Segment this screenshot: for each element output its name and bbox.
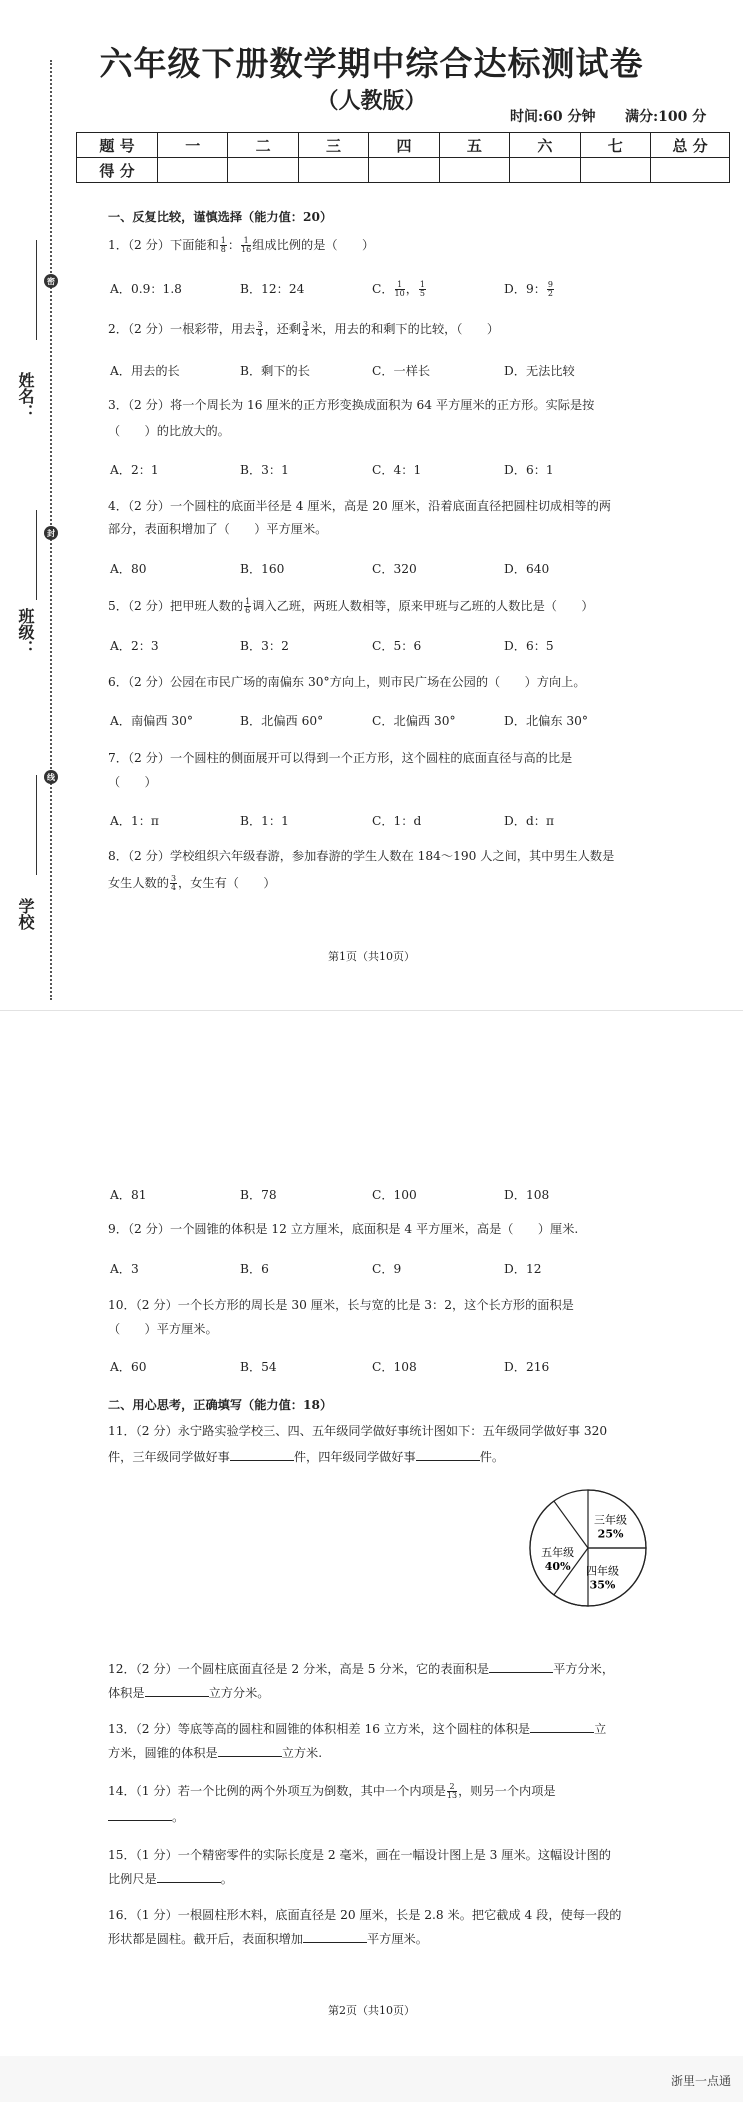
question-2-stem: 2．（2 分）一根彩带，用去 $\frac{3}{4}$ ，还剩 $\frac{3}{4}$ 米，用去的和剩下的比较，（ ） xyxy=(108,320,500,338)
answer-blank[interactable] xyxy=(108,1808,172,1821)
option-c[interactable]: C．5：6 xyxy=(372,639,422,653)
option-c[interactable]: C．一样长 xyxy=(372,364,431,378)
question-8-line2: 女生人数的 $\frac{3}{4}$ ，女生有（ ） xyxy=(108,874,276,892)
score-input-cell[interactable] xyxy=(580,158,650,183)
option-b[interactable]: B．1：1 xyxy=(240,814,289,828)
section-1-title: 一、反复比较，谨慎选择（能力值：20） xyxy=(108,210,333,224)
question-12-line1: 12．（2 分）一个圆柱底面直径是 2 分米，高是 5 分米，它的表面积是 平方分米， xyxy=(108,1662,615,1676)
page-2 xyxy=(0,1012,743,2102)
option-c[interactable]: C．1：d xyxy=(372,814,422,828)
class-label: 班级： xyxy=(16,608,35,656)
score-input-cell[interactable] xyxy=(439,158,509,183)
pie-percent-label: 40% xyxy=(544,1559,571,1573)
option-d[interactable]: D．640 xyxy=(504,562,550,576)
option-c[interactable]: C．108 xyxy=(372,1360,417,1374)
option-b[interactable]: B．12：24 xyxy=(240,282,305,296)
question-12-line2: 体积是 立方分米。 xyxy=(108,1686,270,1700)
pie-label: 四年级 xyxy=(585,1564,619,1578)
question-text: 1．（2 分）下面能和 xyxy=(108,238,219,252)
option-a[interactable]: A．2：3 xyxy=(110,639,159,653)
question-7-line1: 7．（2 分）一个圆柱的侧面展开可以得到一个正方形，这个圆柱的底面直径与高的比是 xyxy=(108,751,573,765)
answer-blank[interactable] xyxy=(145,1684,209,1697)
pie-chart xyxy=(526,1486,650,1610)
score-table-cell: 得 分 xyxy=(77,158,158,183)
question-15-line1: 15．（1 分）一个精密零件的实际长度是 2 毫米，画在一幅设计图上是 3 厘米。这幅设计图的 xyxy=(108,1848,611,1862)
option-c[interactable]: C． $\frac{1}{10}$ ， $\frac{1}{5}$ xyxy=(372,280,425,298)
answer-blank[interactable] xyxy=(218,1744,282,1757)
answer-blank[interactable] xyxy=(303,1930,367,1943)
option-b[interactable]: B．160 xyxy=(240,562,285,576)
option-b[interactable]: B．3：2 xyxy=(240,639,289,653)
school-label: 学校 xyxy=(16,898,35,930)
question-15-line2: 比例尺是 。 xyxy=(108,1872,233,1886)
page-footer: 第1页（共10页） xyxy=(328,950,415,963)
score-input-cell[interactable] xyxy=(651,158,730,183)
exam-subtitle: （人教版） xyxy=(316,88,427,114)
score-table-header-row xyxy=(77,133,730,158)
page-1 xyxy=(0,0,743,1010)
score-input-cell[interactable] xyxy=(298,158,368,183)
seal-mark-xian: 线 xyxy=(44,770,58,784)
option-a[interactable]: A．3 xyxy=(110,1262,139,1276)
section-2-title: 二、用心思考，正确填写（能力值：18） xyxy=(108,1398,333,1412)
option-a[interactable]: A．1：π xyxy=(110,814,159,828)
pie-percent-label: 25% xyxy=(597,1527,624,1541)
option-a[interactable]: A．南偏西 30° xyxy=(110,714,194,728)
answer-blank[interactable] xyxy=(230,1448,294,1461)
option-d[interactable]: D．6：1 xyxy=(504,463,554,477)
question-8-line1: 8．（2 分）学校组织六年级春游，参加春游的学生人数在 184～190 人之间，其中男生人数是 xyxy=(108,849,615,863)
pie-percent-label: 35% xyxy=(589,1578,616,1592)
question-4-line1: 4．（2 分）一个圆柱的底面半径是 4 厘米，高是 20 厘米，沿着底面直径把圆柱切成相等的两 xyxy=(108,499,611,513)
option-a[interactable]: A．2：1 xyxy=(110,463,159,477)
score-table-cell: 七 xyxy=(580,133,650,158)
score-table-cell: 三 xyxy=(298,133,368,158)
bottom-bar xyxy=(0,2056,743,2102)
score-table-cell: 总 分 xyxy=(651,133,730,158)
question-5-stem: 5．（2 分）把甲班人数的 $\frac{1}{6}$ 调入乙班，两班人数相等，原来甲班与乙班的人数比是（ ） xyxy=(108,597,594,615)
option-d[interactable]: D．108 xyxy=(504,1188,550,1202)
score-table-cell: 题 号 xyxy=(77,133,158,158)
score-input-cell[interactable] xyxy=(228,158,298,183)
score-table-cell: 六 xyxy=(510,133,580,158)
question-4-line2: 部分，表面积增加了（ ）平方厘米。 xyxy=(108,522,328,536)
score-table-cell: 二 xyxy=(228,133,298,158)
question-11-line2: 件，三年级同学做好事 件，四年级同学做好事 件。 xyxy=(108,1450,505,1464)
option-c[interactable]: C．9 xyxy=(372,1262,402,1276)
score-table-score-row xyxy=(77,158,730,183)
question-6-line1: 6．（2 分）公园在市民广场的南偏东 30°方向上，则市民广场在公园的（ ）方向上。 xyxy=(108,675,586,689)
option-a[interactable]: A．80 xyxy=(110,562,147,576)
option-b[interactable]: B．3：1 xyxy=(240,463,289,477)
question-9-line1: 9．（2 分）一个圆锥的体积是 12 立方厘米，底面积是 4 平方厘米，高是（ ）厘米. xyxy=(108,1222,579,1236)
pie-label: 五年级 xyxy=(541,1545,575,1559)
question-16-line2: 形状都是圆柱。截开后，表面积增加 平方厘米。 xyxy=(108,1932,428,1946)
question-14-line1: 14．（1 分）若一个比例的两个外项互为倒数，其中一个内项是 $\frac{2}{13}$ ，则另一个内项是 xyxy=(108,1782,556,1800)
score-table-cell: 一 xyxy=(158,133,228,158)
page-footer: 第2页（共10页） xyxy=(328,2004,415,2017)
seal-mark-feng: 封 xyxy=(44,526,58,540)
answer-blank[interactable] xyxy=(157,1870,221,1883)
question-13-line2: 方米，圆锥的体积是 立方米. xyxy=(108,1746,323,1760)
page-separator xyxy=(0,1010,743,1011)
full-score-info: 满分:100 分 xyxy=(625,109,707,125)
option-c[interactable]: C．北偏西 30° xyxy=(372,714,456,728)
option-a[interactable]: A．用去的长 xyxy=(110,364,180,378)
score-table-cell: 五 xyxy=(439,133,509,158)
option-d[interactable]: D．12 xyxy=(504,1262,542,1276)
pie-label: 三年级 xyxy=(594,1513,628,1527)
option-d[interactable]: D．6：5 xyxy=(504,639,554,653)
option-d[interactable]: D．d：π xyxy=(504,814,554,828)
option-b[interactable]: B．78 xyxy=(240,1188,277,1202)
name-label: 姓名： xyxy=(16,372,35,420)
question-11-line1: 11．（2 分）永宁路实验学校三、四、五年级同学做好事统计图如下：五年级同学做好事 320 xyxy=(108,1424,608,1438)
answer-blank[interactable] xyxy=(530,1720,594,1733)
option-c[interactable]: C．320 xyxy=(372,562,417,576)
option-a[interactable]: A．0.9：1.8 xyxy=(110,282,182,296)
score-table xyxy=(76,132,730,183)
watermark-text: 浙里一点通 xyxy=(670,2074,731,2088)
class-underline[interactable] xyxy=(36,510,37,600)
question-14-line2: 。 xyxy=(108,1808,184,1826)
seal-mark-mi: 密 xyxy=(44,274,58,288)
option-b[interactable]: B．剩下的长 xyxy=(240,364,310,378)
question-1-stem: 1．（2 分）下面能和 $\frac{1}{8}$ ： $\frac{1}{16}$ 组成比例的是（ ） xyxy=(108,236,375,254)
score-input-cell[interactable] xyxy=(158,158,228,183)
question-13-line1: 13．（2 分）等底等高的圆柱和圆锥的体积相差 16 立方米，这个圆柱的体积是 立 xyxy=(108,1722,607,1736)
option-d[interactable]: D．北偏东 30° xyxy=(504,714,588,728)
score-table-cell: 四 xyxy=(369,133,439,158)
score-input-cell[interactable] xyxy=(369,158,439,183)
question-10-line1: 10．（2 分）一个长方形的周长是 30 厘米，长与宽的比是 3：2，这个长方形的面积是 xyxy=(108,1298,574,1312)
answer-blank[interactable] xyxy=(489,1660,553,1673)
fraction: $\frac{1}{16}$ xyxy=(241,236,252,254)
question-16-line1: 16．（1 分）一根圆柱形木料，底面直径是 20 厘米，长是 2.8 米。把它截成 4 段，使每一段的 xyxy=(108,1908,622,1922)
option-a[interactable]: A．60 xyxy=(110,1360,147,1374)
answer-blank[interactable] xyxy=(416,1448,480,1461)
question-3-line1: 3．（2 分）将一个周长为 16 厘米的正方形变换成面积为 64 平方厘米的正方形。实际是按 xyxy=(108,398,595,412)
option-c[interactable]: C．4：1 xyxy=(372,463,422,477)
score-input-cell[interactable] xyxy=(510,158,580,183)
question-10-line2: （ ）平方厘米。 xyxy=(108,1322,218,1336)
time-info: 时间:60 分钟 xyxy=(510,109,596,125)
option-b[interactable]: B．6 xyxy=(240,1262,269,1276)
question-text: 组成比例的是（ ） xyxy=(252,238,375,252)
option-b[interactable]: B．54 xyxy=(240,1360,277,1374)
option-d[interactable]: D．216 xyxy=(504,1360,550,1374)
option-b[interactable]: B．北偏西 60° xyxy=(240,714,324,728)
question-3-line2: （ ）的比放大的。 xyxy=(108,424,230,438)
fraction: $\frac{1}{8}$ xyxy=(220,236,226,254)
question-7-line2: （ ） xyxy=(108,775,157,789)
exam-title: 六年级下册数学期中综合达标测试卷 xyxy=(99,44,644,83)
option-d[interactable]: D．9： $\frac{9}{2}$ xyxy=(504,280,553,298)
option-d[interactable]: D．无法比较 xyxy=(504,364,575,378)
name-underline[interactable] xyxy=(36,240,37,340)
school-underline[interactable] xyxy=(36,775,37,875)
option-a[interactable]: A．81 xyxy=(110,1188,147,1202)
option-c[interactable]: C．100 xyxy=(372,1188,417,1202)
